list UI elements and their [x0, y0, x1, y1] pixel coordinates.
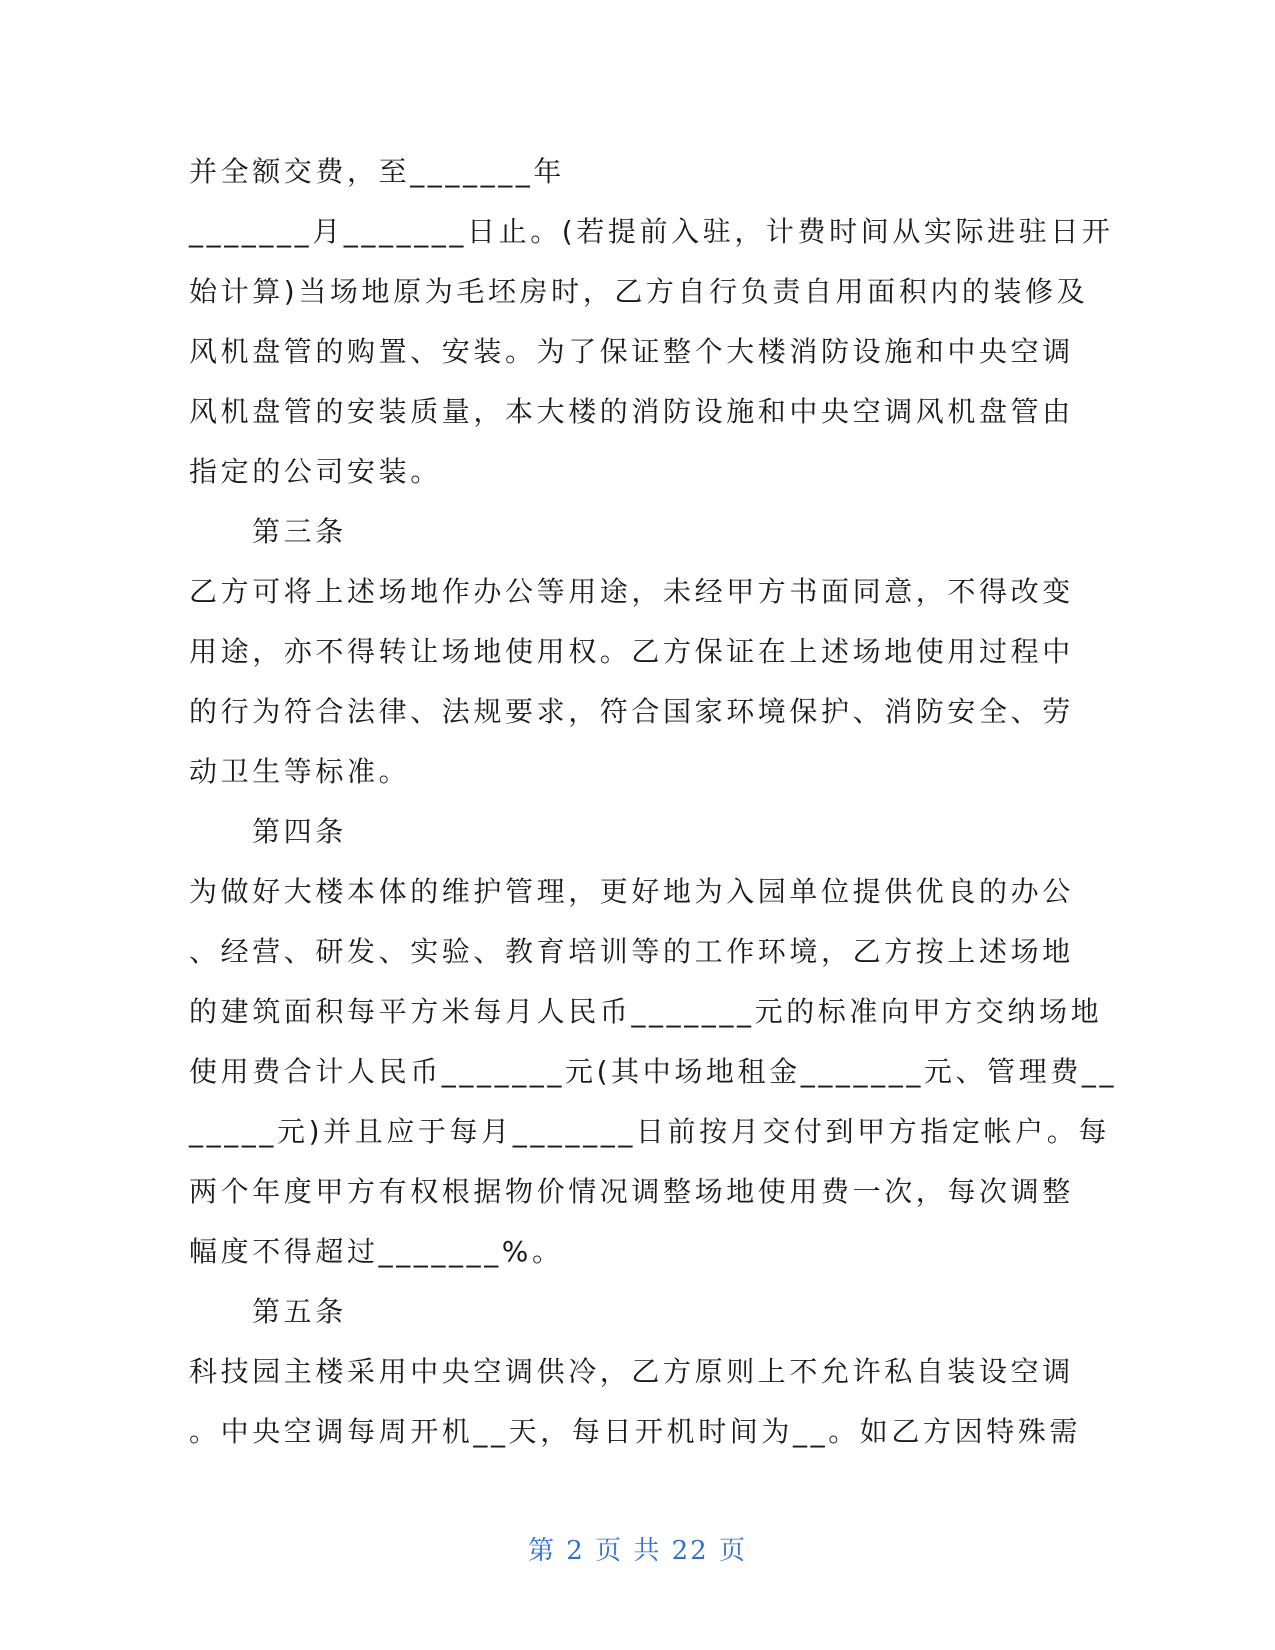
text-line: 科技园主楼采用中央空调供冷，乙方原则上不允许私自装设空调 — [189, 1355, 1074, 1388]
page-number-label: 第 2 页 共 22 页 — [528, 1536, 747, 1566]
text-line: 的建筑面积每平方米每月人民币_______元的标准向甲方交纳场地 — [189, 995, 1103, 1028]
article-heading-5: 第五条 — [252, 1295, 347, 1328]
text-line: 风机盘管的购置、安装。为了保证整个大楼消防设施和中央空调 — [189, 335, 1074, 368]
article-heading-4: 第四条 — [252, 815, 347, 848]
text-line: 两个年度甲方有权根据物价情况调整场地使用费一次，每次调整 — [189, 1175, 1074, 1208]
text-line: 并全额交费，至_______年 — [189, 155, 566, 188]
text-line: 动卫生等标准。 — [189, 755, 411, 788]
text-line: 的行为符合法律、法规要求，符合国家环境保护、消防安全、劳 — [189, 695, 1074, 728]
text-line: 指定的公司安装。 — [189, 455, 442, 488]
text-line: 为做好大楼本体的维护管理，更好地为入园单位提供优良的办公 — [189, 875, 1074, 908]
text-line: _______月_______日止。(若提前入驻，计费时间从实际进驻日开 — [189, 215, 1114, 248]
text-line: 。中央空调每周开机__天，每日开机时间为__。如乙方因特殊需 — [189, 1415, 1082, 1448]
text-line: 使用费合计人民币_______元(其中场地租金_______元、管理费__ — [189, 1055, 1118, 1088]
text-line: 乙方可将上述场地作办公等用途，未经甲方书面同意，不得改变 — [189, 575, 1074, 608]
page-footer — [0, 1530, 1275, 1567]
text-line: 始计算)当场地原为毛坯房时，乙方自行负责自用面积内的装修及 — [189, 275, 1089, 308]
text-line: 幅度不得超过_______%。 — [189, 1235, 564, 1268]
text-line: 、经营、研发、实验、教育培训等的工作环境，乙方按上述场地 — [189, 935, 1074, 968]
text-line: 风机盘管的安装质量，本大楼的消防设施和中央空调风机盘管由 — [189, 395, 1074, 428]
text-line: _____元)并且应于每月_______日前按月交付到甲方指定帐户。每 — [189, 1115, 1110, 1148]
document-body — [189, 142, 1118, 1462]
article-heading-3: 第三条 — [252, 515, 347, 548]
text-line: 用途，亦不得转让场地使用权。乙方保证在上述场地使用过程中 — [189, 635, 1074, 668]
